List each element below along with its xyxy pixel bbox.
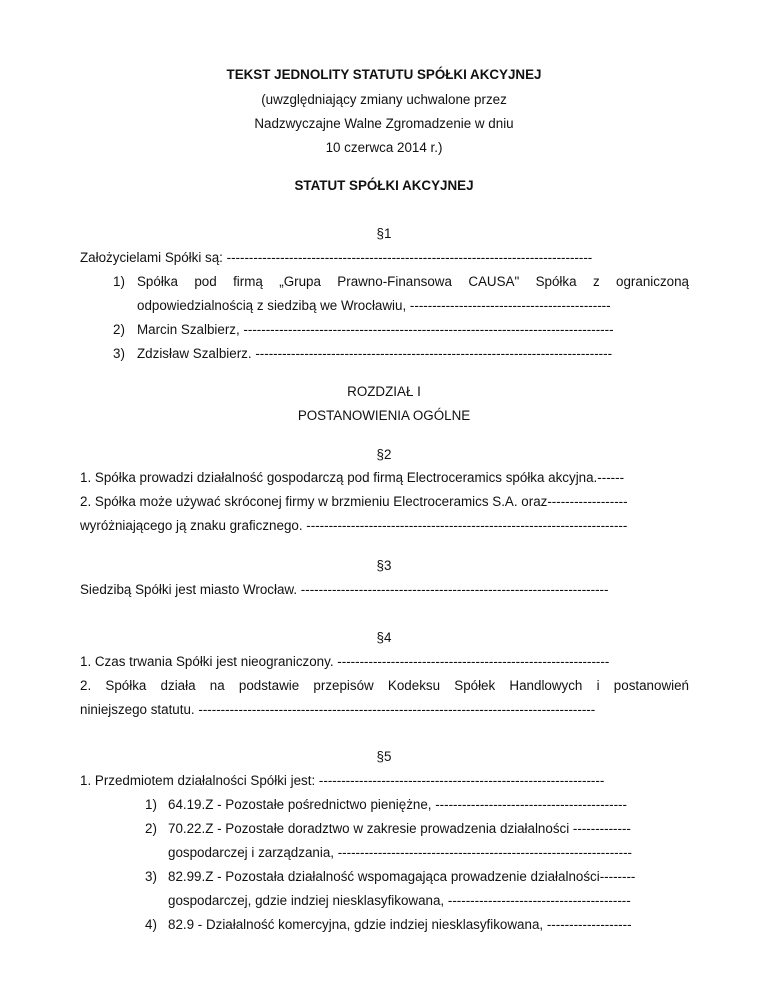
section5-item-1-line-1: 64.19.Z - Pozostałe pośrednictwo pieniężne, ------------------------------------------- (168, 797, 627, 812)
section1-item-1-line-1: Spółka pod firmą „Grupa Prawno-Finansowa CAUSA" Spółka z ograniczoną (137, 274, 689, 289)
section1-item-2-number: 2) (113, 322, 125, 337)
section2-line-2: 2. Spółka może używać skróconej firmy w brzmieniu Electroceramics S.A. oraz------------------ (80, 494, 628, 509)
section5-intro: 1. Przedmiotem działalności Spółki jest: ---------------------------------------------------------------- (80, 773, 605, 788)
chapter-label: ROZDZIAŁ I (347, 384, 421, 399)
statute-title: STATUT SPÓŁKI AKCYJNEJ (294, 178, 474, 193)
section-heading-1: §1 (376, 226, 392, 241)
section5-item-3-line-1: 82.99.Z - Pozostała działalność wspomagająca prowadzenie działalności-------- (168, 869, 636, 884)
section5-item-2-line-2: gospodarczej i zarządzania, ------------------------------------------------------------------ (168, 845, 633, 860)
section1-item-1-line-2: odpowiedzialnością z siedzibą we Wrocławiu, --------------------------------------------- (137, 298, 611, 313)
section3-line-1: Siedzibą Spółki jest miasto Wrocław. --------------------------------------------------------------------- (80, 582, 609, 597)
section5-item-3-line-2: gospodarczej, gdzie indziej niesklasyfikowana, ----------------------------------------- (168, 893, 631, 908)
section4-line-1: 1. Czas trwania Spółki jest nieograniczony. ------------------------------------------------------------- (80, 654, 610, 669)
section-heading-2: §2 (376, 447, 392, 462)
section1-item-3-line-1: Zdzisław Szalbierz. -------------------------------------------------------------------------------- (137, 346, 613, 361)
section4-line-2: 2. Spółka działa na podstawie przepisów Kodeksu Spółek Handlowych i postanowień (80, 678, 689, 693)
section-heading-5: §5 (376, 749, 392, 764)
section5-item-2-number: 2) (145, 821, 157, 836)
section1-intro: Założycielami Spółki są: ---------------------------------------------------------------------------------- (80, 250, 593, 265)
section1-item-1-number: 1) (113, 274, 125, 289)
section-heading-4: §4 (376, 630, 392, 645)
section-heading-3: §3 (376, 558, 392, 573)
document-subtitle-line-3: 10 czerwca 2014 r.) (325, 140, 443, 155)
section2-line-3: wyróżniającego ją znaku graficznego. ------------------------------------------------------------------------ (80, 518, 628, 533)
section5-item-1-number: 1) (145, 797, 157, 812)
section1-item-2-line-1: Marcin Szalbierz, ----------------------------------------------------------------------------------- (137, 322, 614, 337)
document-subtitle-line-2: Nadzwyczajne Walne Zgromadzenie w dniu (254, 116, 514, 131)
section5-item-4-line-1: 82.9 - Działalność komercyjna, gdzie indziej niesklasyfikowana, ------------------- (168, 917, 632, 932)
document-subtitle-line-1: (uwzględniający zmiany uchwalone przez (261, 92, 507, 107)
section2-line-1: 1. Spółka prowadzi działalność gospodarczą pod firmą Electroceramics spółka akcyjna.------ (80, 470, 625, 485)
section5-item-3-number: 3) (145, 869, 157, 884)
section4-line-3: niniejszego statutu. ----------------------------------------------------------------------------------------- (80, 702, 596, 717)
section5-item-2-line-1: 70.22.Z - Pozostałe doradztwo w zakresie prowadzenia działalności ------------- (168, 821, 631, 836)
chapter-title: POSTANOWIENIA OGÓLNE (297, 408, 471, 423)
document-title: TEKST JEDNOLITY STATUTU SPÓŁKI AKCYJNEJ (226, 67, 542, 82)
section5-item-4-number: 4) (145, 917, 157, 932)
section1-item-3-number: 3) (113, 346, 125, 361)
